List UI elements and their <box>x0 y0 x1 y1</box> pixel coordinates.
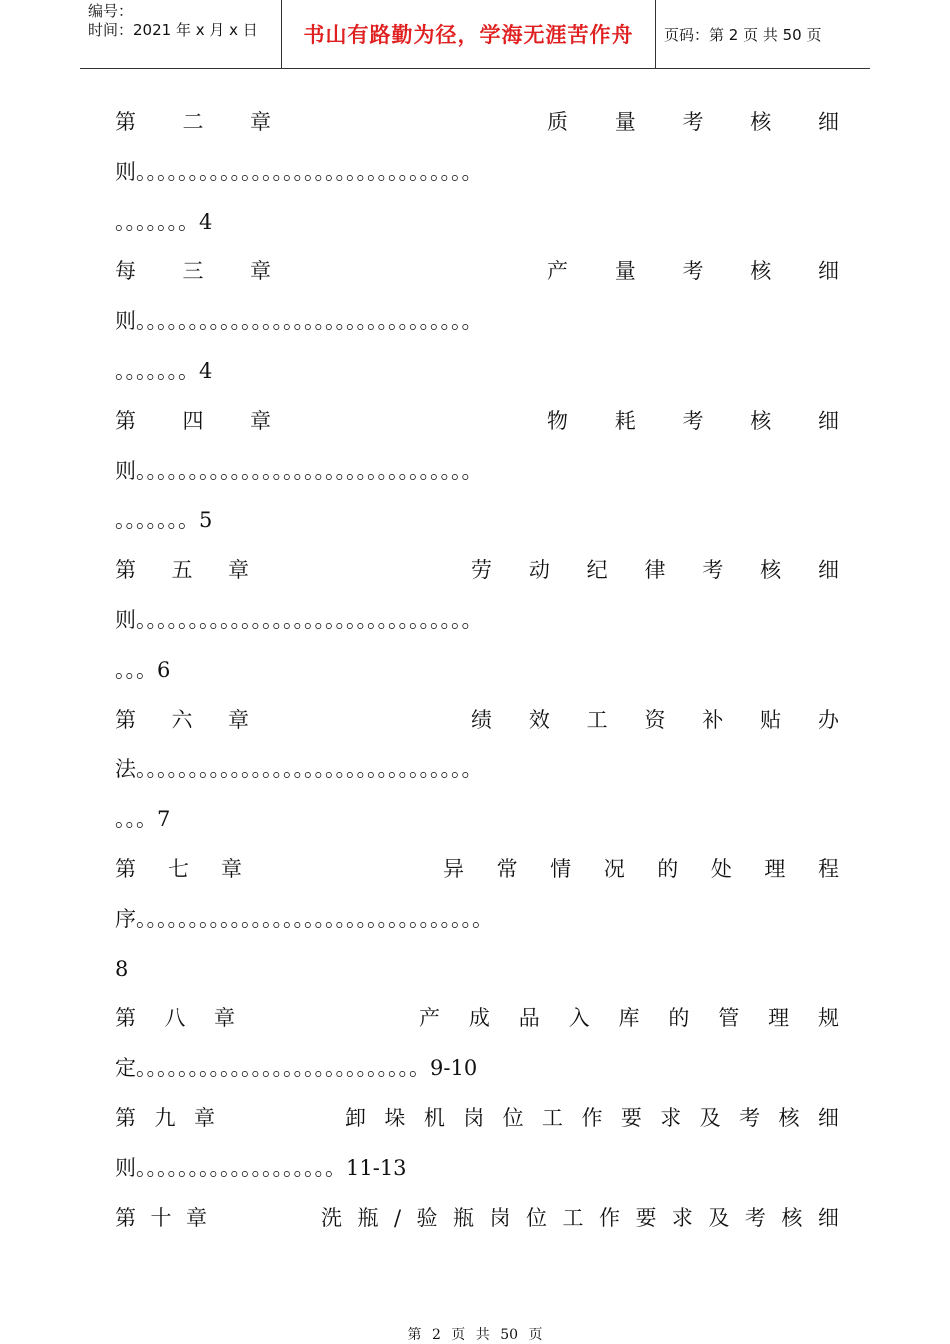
page-header <box>80 0 870 69</box>
toc-chapter-title: 卸 垛 机 岗 位 工 作 要 求 及 考 核 细 <box>345 1105 839 1130</box>
toc-dot-leader: 。。。7 <box>115 807 171 832</box>
toc-dot-leader: 。。。。。。。4 <box>115 358 213 383</box>
header-page-label: 页码：第 2 页 共 50 页 <box>664 25 822 44</box>
toc-chapter-title: 异 常 情 况 的 处 理 程 <box>443 856 839 881</box>
toc-dot-leader: 序。。。。。。。。。。。。。。。。。。。。。。。。。。。。。。。。。 <box>115 906 493 931</box>
toc-chapter-line <box>115 403 839 453</box>
toc-chapter-line <box>115 104 839 154</box>
toc-chapter-title: 绩 效 工 资 补 贴 办 <box>471 707 839 732</box>
table-of-contents <box>115 104 839 1249</box>
toc-dot-leader: 则。。。。。。。。。。。。。。。。。。。。。。。。。。。。。。。。 <box>115 607 483 632</box>
toc-dot-leader: 。。。6 <box>115 657 171 682</box>
toc-chapter-number: 第 五 章 <box>115 558 249 583</box>
toc-dot-leader: 。。。。。。。4 <box>115 209 213 234</box>
toc-dot-leader: 则。。。。。。。。。。。。。。。。。。。11-13 <box>115 1155 407 1180</box>
toc-chapter-title: 劳 动 纪 律 考 核 细 <box>471 558 839 583</box>
toc-dot-leader: 。。。。。。。5 <box>115 508 213 533</box>
header-info <box>88 2 284 68</box>
toc-chapter-line <box>115 1000 839 1050</box>
toc-chapter-line <box>115 1100 839 1150</box>
toc-chapter-line <box>115 1200 839 1250</box>
toc-chapter-title: 物 耗 考 核 细 <box>547 408 839 433</box>
toc-chapter-line <box>115 702 839 752</box>
number-label: 编号： <box>88 2 134 20</box>
toc-chapter-number: 第 九 章 <box>115 1105 215 1130</box>
toc-chapter-number: 第 七 章 <box>115 856 242 881</box>
toc-chapter-number: 第 六 章 <box>115 707 249 732</box>
toc-chapter-title: 产 量 考 核 细 <box>547 259 839 284</box>
toc-chapter-title: 产 成 品 入 库 的 管 理 规 <box>419 1006 839 1031</box>
toc-chapter-title: 洗 瓶 / 验 瓶 岗 位 工 作 要 求 及 考 核 细 <box>321 1205 839 1230</box>
time-label: 时间：2021 年 x 月 x 日 <box>88 21 258 39</box>
header-motto: 书山有路勤为径，学海无涯苦作舟 <box>303 23 634 47</box>
toc-dot-leader: 定。。。。。。。。。。。。。。。。。。。。。。。。。。。9-10 <box>115 1056 478 1081</box>
toc-chapter-number: 第 十 章 <box>115 1205 207 1230</box>
header-divider <box>655 0 656 68</box>
toc-dot-leader: 法。。。。。。。。。。。。。。。。。。。。。。。。。。。。。。。。 <box>115 757 483 782</box>
toc-chapter-number: 每 三 章 <box>115 259 271 284</box>
toc-chapter-line <box>115 253 839 303</box>
page-footer: 第 2 页 共 50 页 <box>407 1327 543 1343</box>
toc-chapter-number: 第 二 章 <box>115 110 271 134</box>
toc-dot-leader: 则。。。。。。。。。。。。。。。。。。。。。。。。。。。。。。。。 <box>115 159 483 184</box>
toc-dot-leader: 则。。。。。。。。。。。。。。。。。。。。。。。。。。。。。。。。 <box>115 309 483 334</box>
toc-chapter-number: 第 四 章 <box>115 408 271 433</box>
toc-chapter-title: 质 量 考 核 细 <box>547 110 839 134</box>
toc-chapter-line <box>115 851 839 901</box>
toc-chapter-number: 第 八 章 <box>115 1006 235 1031</box>
toc-chapter-line <box>115 552 839 602</box>
toc-dot-leader: 8 <box>115 956 129 981</box>
toc-dot-leader: 则。。。。。。。。。。。。。。。。。。。。。。。。。。。。。。。。 <box>115 458 483 483</box>
